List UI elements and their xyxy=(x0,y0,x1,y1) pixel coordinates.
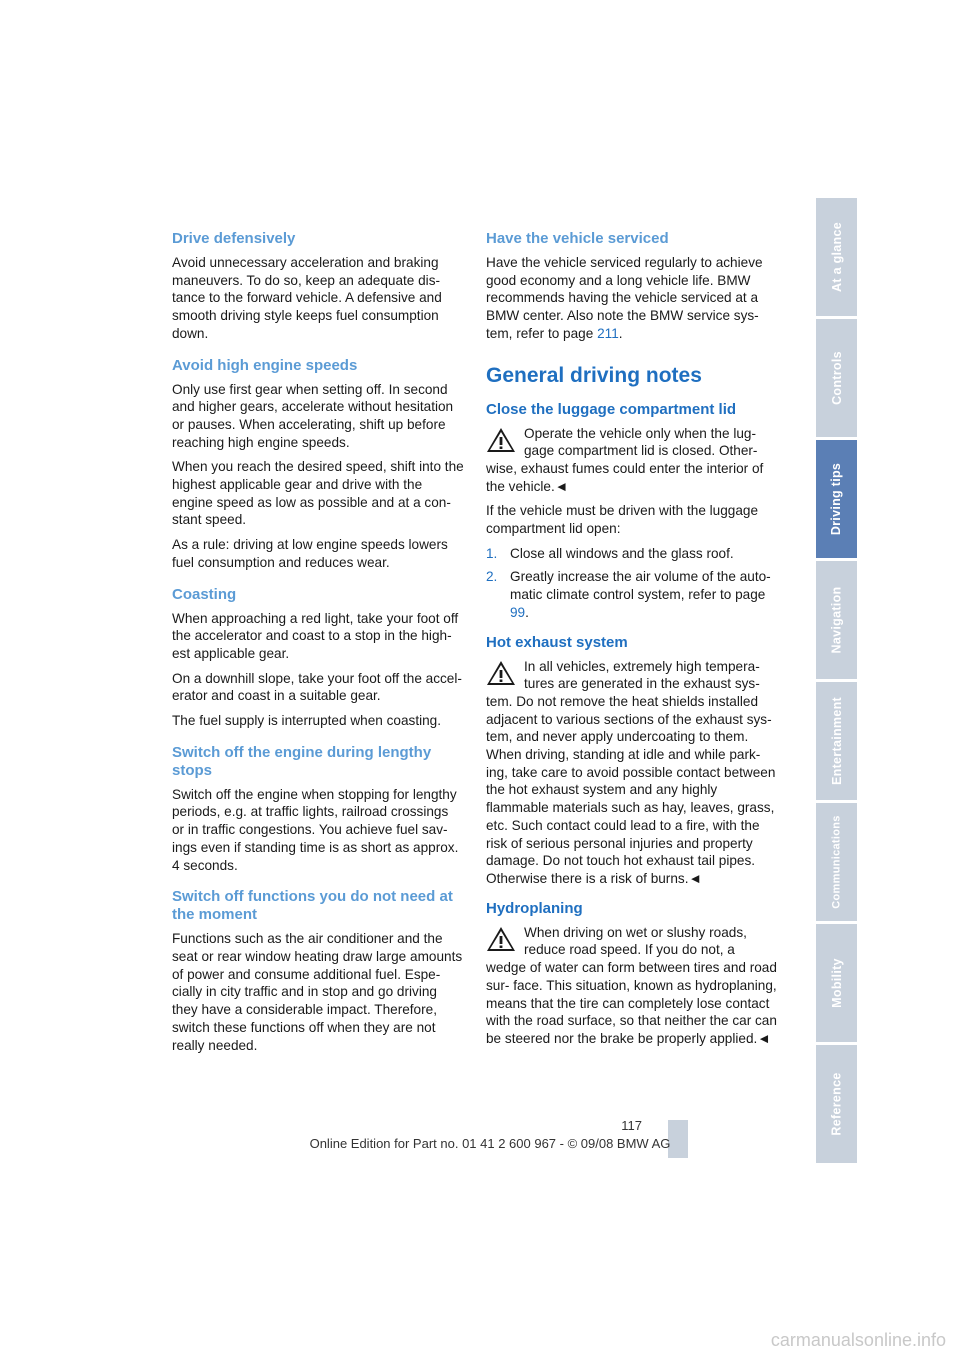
warning-note: In all vehicles, extremely high tempera- tures are generated in the exhaust sys- tem. Do not remove the heat shields installed adjacent to various sections of the exhaust sys- tem, and never apply undercoating to them. When driving, standing at idle and while park- ing, take care to avoid possible contact between the hot exhaust system and any highly flammable materials such as hay, leaves, grass, etc. Such contact could lead to a fire, with the risk of serious personal injuries and property damage. Do not touch hot exhaust tail pipes. Otherwise there is a risk of burns.◄ xyxy=(486,658,776,886)
paragraph: If the vehicle must be driven with the luggage compartment lid open: xyxy=(486,503,759,537)
heading-have-vehicle-serviced: Have the vehicle serviced xyxy=(486,230,669,247)
paragraph: Only use first gear when setting off. In second and higher gears, accelerate without hesitation or pauses. When accelerating, shift up before reaching high engine speeds. xyxy=(172,381,454,450)
numbered-list xyxy=(486,545,778,622)
paragraph: Functions such as the air conditioner and the seat or rear window heating draw large amounts of power and consume additional fuel. Espe- cially in city traffic and in stop and go driving they have a considerable impact. Therefore, switch these functions off when they are not really needed. xyxy=(172,931,463,1053)
heading-hydroplaning: Hydroplaning xyxy=(486,899,583,917)
page-number: 117 xyxy=(621,1118,642,1133)
page-link-99[interactable]: 99 xyxy=(510,604,526,620)
heading-drive-defensively: Drive defensively xyxy=(172,230,296,247)
tab-mobility[interactable]: Mobility xyxy=(816,924,857,1042)
heading-switch-off-functions: Switch off functions you do not need at the moment xyxy=(172,888,453,924)
warning-triangle-icon xyxy=(486,926,516,952)
paragraph: When approaching a red light, take your foot off the accelerator and coast to a stop in the high- est applicable gear. xyxy=(172,610,459,661)
paragraph: The fuel supply is interrupted when coasting. xyxy=(172,713,442,729)
paragraph: When you reach the desired speed, shift into the highest applicable gear and drive with the engine speed as low as possible and at a con- stant speed. xyxy=(172,459,464,528)
warning-note: Operate the vehicle only when the lug- gage compartment lid is closed. Other- wise, exhaust fumes could enter the interior of the vehicle.◄ xyxy=(486,425,764,494)
tab-at-a-glance[interactable]: At a glance xyxy=(816,198,857,316)
warning-triangle-icon xyxy=(486,660,516,686)
footer-text: Online Edition for Part no. 01 41 2 600 967 - © 09/08 BMW AG xyxy=(309,1136,671,1151)
tab-navigation[interactable]: Navigation xyxy=(816,561,857,679)
left-column xyxy=(172,230,464,1061)
right-column xyxy=(486,230,778,1055)
heading-coasting: Coasting xyxy=(172,585,237,603)
tab-reference[interactable]: Reference xyxy=(816,1045,857,1163)
paragraph: On a downhill slope, take your foot off the accel- erator and coast in a suitable gear. xyxy=(172,670,462,704)
heading-hot-exhaust-system: Hot exhaust system xyxy=(486,633,628,651)
tab-driving-tips[interactable]: Driving tips xyxy=(816,440,857,558)
warning-triangle-icon xyxy=(486,427,516,453)
tab-communications[interactable]: Communications xyxy=(816,803,857,921)
chapter-tabs xyxy=(816,198,857,1166)
list-item: 2. Greatly increase the air volume of the auto- matic climate control system, refer to page 99. xyxy=(486,569,771,620)
list-item: 1. Close all windows and the glass roof. xyxy=(486,545,734,561)
section-title-general-driving-notes: General driving notes xyxy=(486,363,702,387)
watermark: carmanualsonline.info xyxy=(770,1330,946,1350)
paragraph: As a rule: driving at low engine speeds lowers fuel consumption and reduces wear. xyxy=(172,537,448,570)
paragraph: Switch off the engine when stopping for lengthy periods, e.g. at traffic lights, railroad crossings or in traffic congestions. You achieve fuel sav- ings even if standing time is as short as approx. 4 seconds. xyxy=(172,786,459,873)
heading-switch-off-engine: Switch off the engine during lengthy stops xyxy=(172,743,432,779)
heading-close-luggage-lid: Close the luggage compartment lid xyxy=(486,400,737,418)
heading-avoid-high-engine-speeds: Avoid high engine speeds xyxy=(172,356,358,374)
tab-entertainment[interactable]: Entertainment xyxy=(816,682,857,800)
paragraph: Have the vehicle serviced regularly to achieve good economy and a long vehicle life. BMW recommends having the vehicle serviced at a BMW center. Also note the BMW service sys- tem, refer to page 211. xyxy=(486,255,763,341)
warning-note: When driving on wet or slushy roads, reduce road speed. If you do not, a wedge of water can form between tires and road sur- face. This situation, known as hydroplaning, means that the tire can completely lose contact with the road surface, so that neither the car can be steered nor the brake be properly applied.◄ xyxy=(486,924,777,1046)
page-link-211[interactable]: 211 xyxy=(597,325,619,341)
paragraph: Avoid unnecessary acceleration and braking maneuvers. To do so, keep an adequate dis- tance to the forward vehicle. A defensive and smooth driving style keeps fuel consumption down. xyxy=(172,255,442,341)
tab-controls[interactable]: Controls xyxy=(816,319,857,437)
